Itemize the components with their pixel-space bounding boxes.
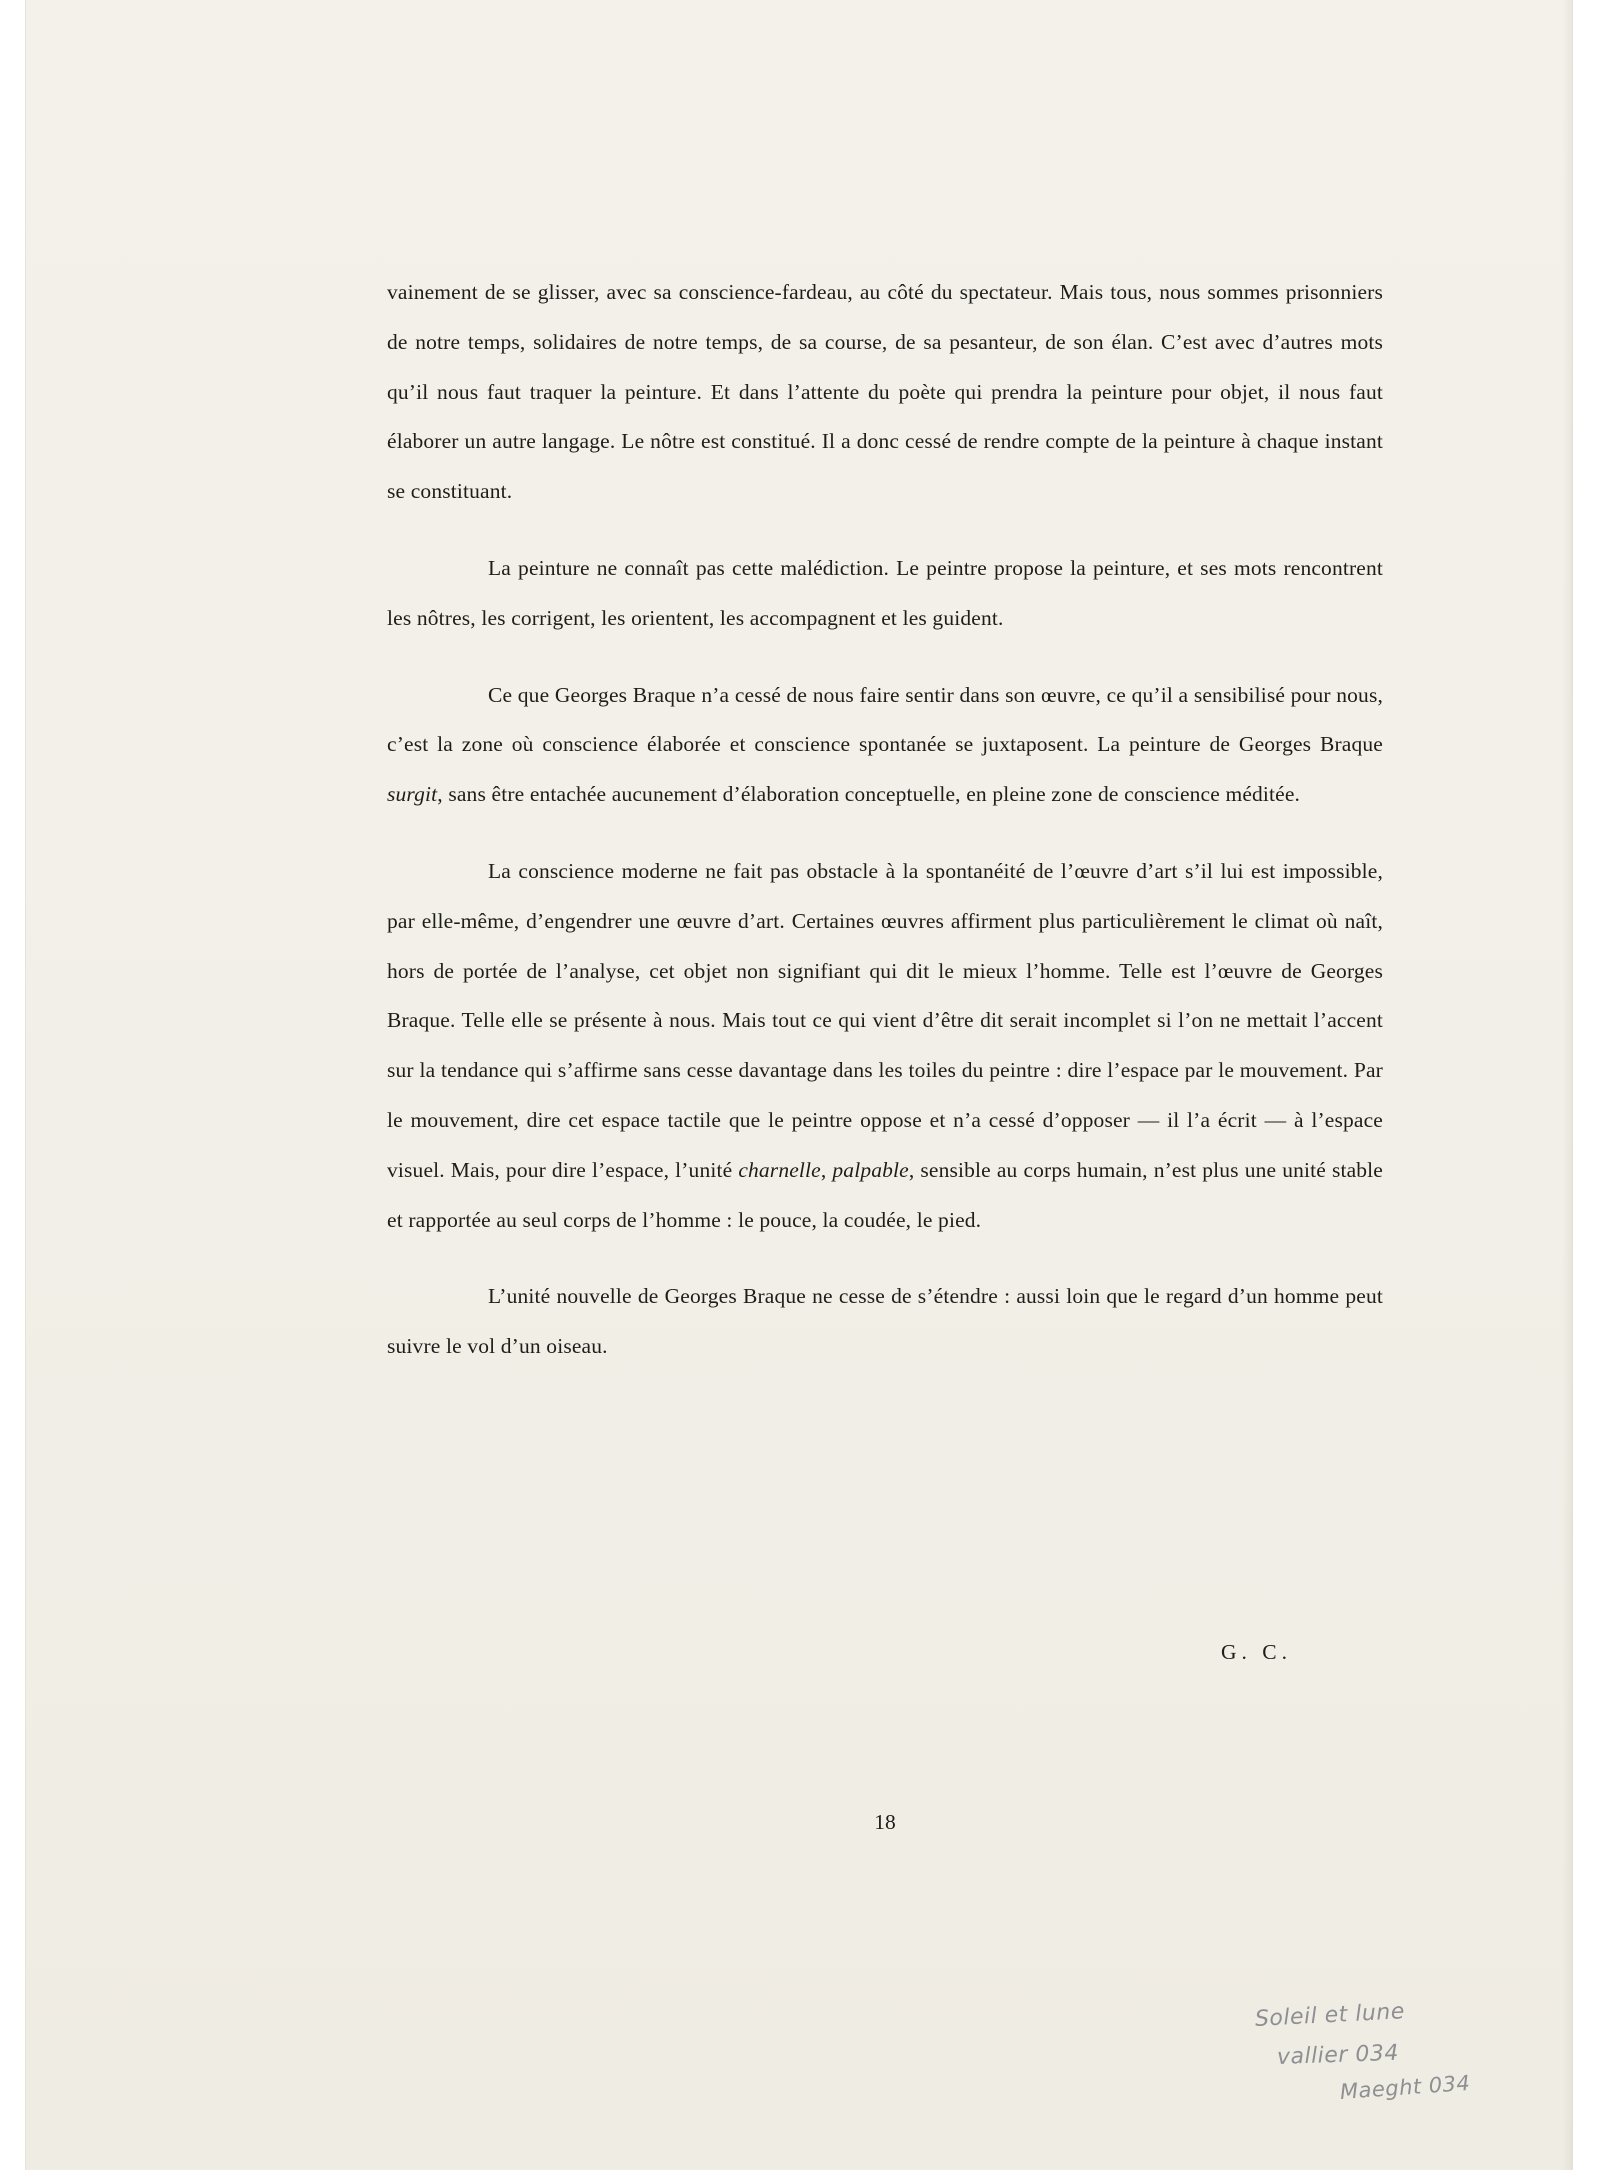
paragraph-4-text-after: , sensible au corps humain, n’est plus une unité stable et rapportée au seul corps de l’homme : le pouce, la coudée, le pied.: [387, 1157, 1383, 1232]
paragraph-4-italic-word-2: palpable: [832, 1157, 909, 1182]
document-page: [26, 0, 1572, 2170]
paragraph-5: L’unité nouvelle de Georges Braque ne cesse de s’étendre : aussi loin que le regard d’un homme peut suivre le vol d’un oiseau.: [387, 1284, 1383, 1359]
paragraph-3-text-after: , sans être entachée aucunement d’élaboration conceptuelle, en pleine zone de conscience méditée.: [437, 782, 1301, 807]
paragraph-3: [387, 671, 1383, 820]
paragraph-2: La peinture ne connaît pas cette malédiction. Le peintre propose la peinture, et ses mots rencontrent les nôtres, les corrigent, les orientent, les accompagnent et les guident.: [387, 555, 1383, 630]
body-text: [387, 268, 1383, 1399]
paragraph-4-italic-word-1: charnelle: [738, 1157, 821, 1182]
page-number: 18: [874, 1810, 896, 1834]
author-initials: G. C.: [1221, 1640, 1292, 1664]
paragraph-3-text-before: Ce que Georges Braque n’a cessé de nous faire sentir dans son œuvre, ce qu’il a sensibilisé pour nous, c’est la zone où conscience élaborée et conscience spontanée se juxtaposent. La peinture de Georges Braque: [387, 682, 1383, 757]
paragraph-4: [387, 847, 1383, 1245]
page-edge-shadow: [1562, 0, 1572, 2170]
pencil-annotation-title: Soleil et lune: [1254, 1999, 1406, 2032]
paragraph-1: vainement de se glisser, avec sa conscience-fardeau, au côté du spectateur. Mais tous, nous sommes prisonniers de notre temps, solidaires de notre temps, de sa course, de sa pesanteur, de son élan. C’est avec d’autres mots qu’il nous faut traquer la peinture. Et dans l’attente du poète qui prendra la peinture pour objet, il nous faut élaborer un autre langage. Le nôtre est constitué. Il a donc cessé de rendre compte de la peinture à chaque instant se constituant.: [387, 280, 1383, 504]
paragraph-3-italic-word: surgit: [387, 782, 438, 807]
paragraph-4-text-middle: ,: [820, 1157, 833, 1182]
pencil-annotation-vallier: vallier 034: [1276, 2040, 1400, 2070]
paragraph-4-text-before: La conscience moderne ne fait pas obstacle à la spontanéité de l’œuvre d’art s’il lui est impossible, par elle-même, d’engendrer une œuvre d’art. Certaines œuvres affirment plus particulièrement le climat où naît, hors de portée de l’analyse, cet objet non signifiant qui dit le mieux l’homme. Telle est l’œuvre de Georges Braque. Telle elle se présente à nous. Mais tout ce qui vient d’être dit serait incomplet si l’on ne mettait l’accent sur la tendance qui s’affirme sans cesse davantage dans les toiles du peintre : dire l’espace par le mouvement. Par le mouvement, dire cet espace tactile que le peintre oppose et n’a cessé d’opposer — il l’a écrit — à l’espace visuel. Mais, pour dire l’espace, l’unité: [387, 858, 1383, 1182]
pencil-annotation-maeght: Maeght 034: [1339, 2070, 1472, 2104]
